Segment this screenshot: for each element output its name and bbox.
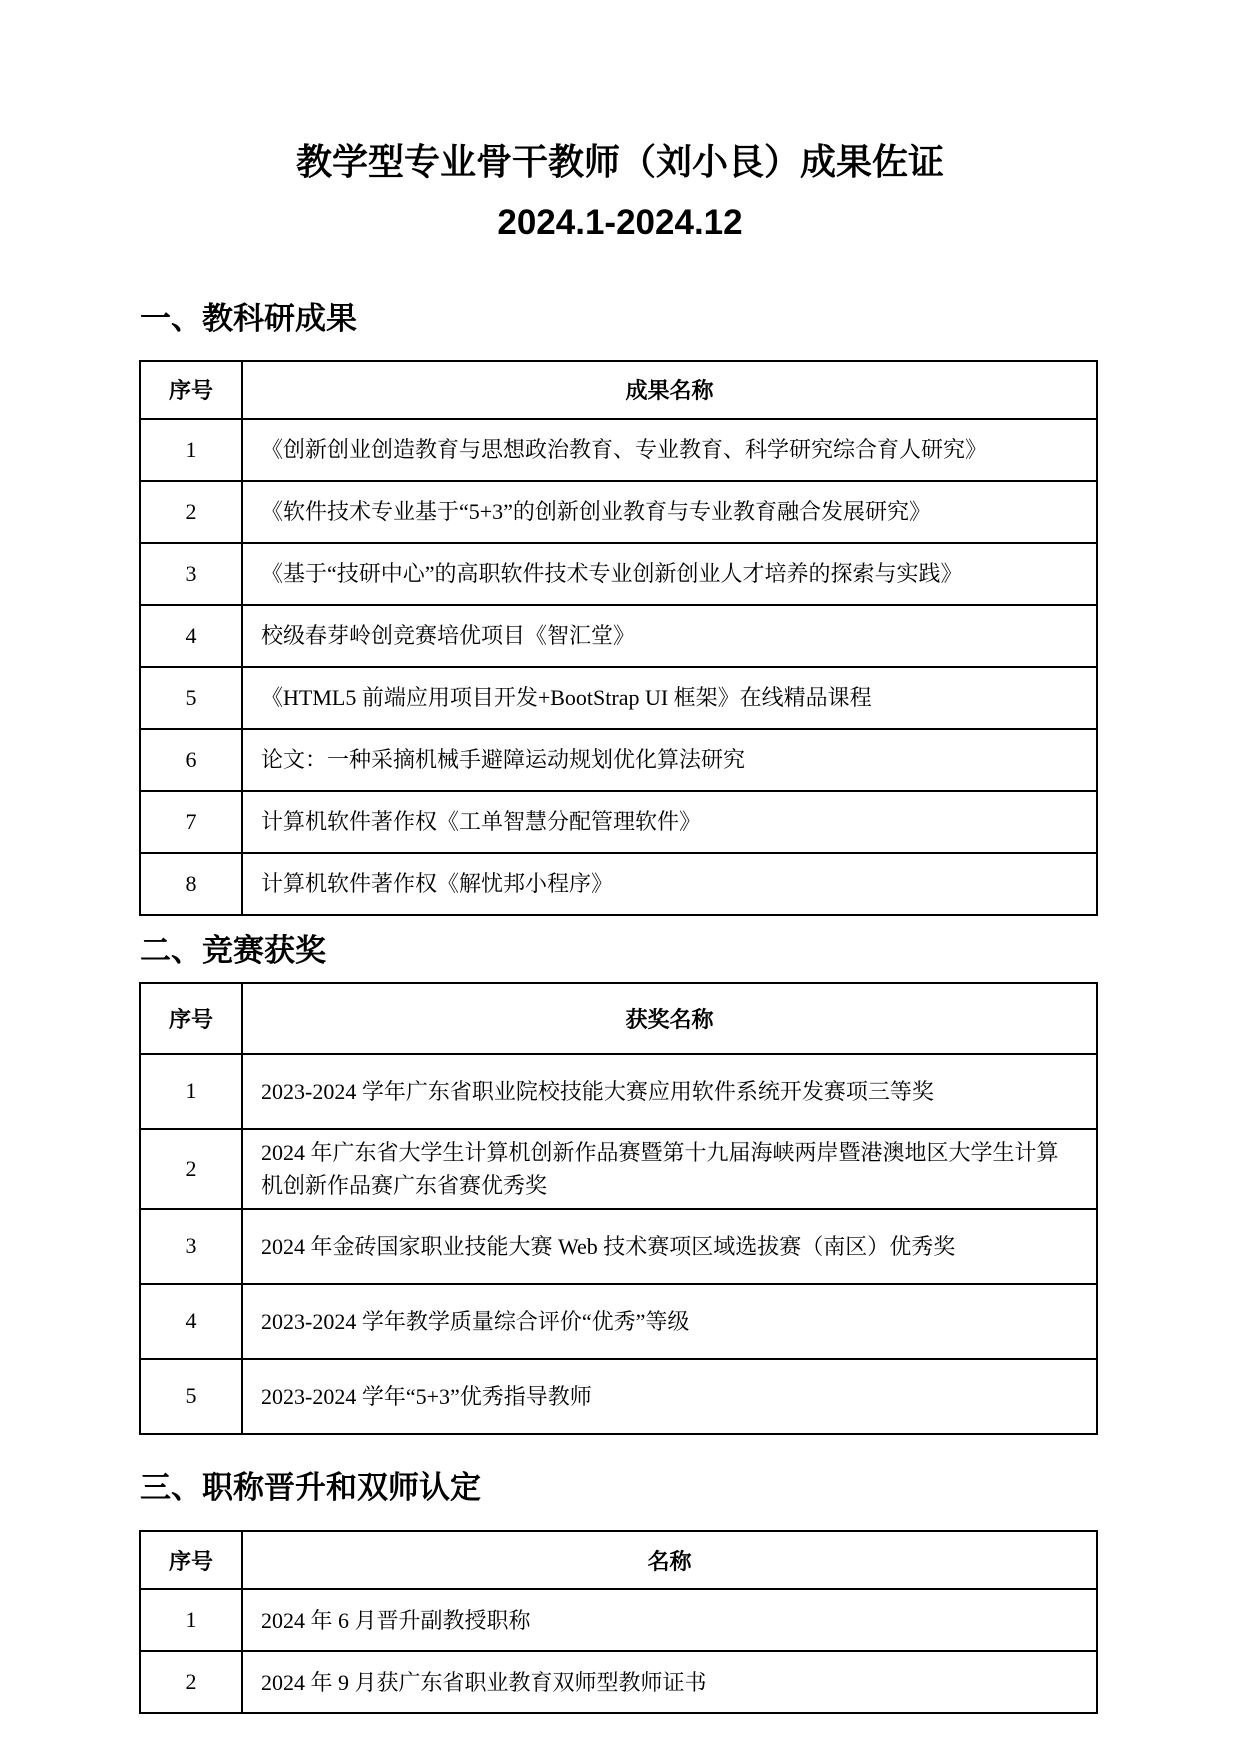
row-name: 2024 年 6 月晋升副教授职称 [242, 1589, 1097, 1651]
table-row [140, 1129, 1097, 1209]
table-row [140, 1651, 1097, 1713]
table-header-row [140, 983, 1097, 1054]
row-number: 5 [140, 1359, 242, 1434]
row-name: 论文：一种采摘机械手避障运动规划优化算法研究 [242, 729, 1097, 791]
awards-table [139, 982, 1098, 1435]
table-row [140, 1284, 1097, 1359]
column-header-name: 名称 [242, 1531, 1097, 1589]
table-row [140, 543, 1097, 605]
row-name: 《创新创业创造教育与思想政治教育、专业教育、科学研究综合育人研究》 [242, 419, 1097, 481]
table-row [140, 419, 1097, 481]
table-row [140, 481, 1097, 543]
section-heading-research: 一、教科研成果 [140, 300, 357, 336]
column-header-no: 序号 [140, 1531, 242, 1589]
column-header-no: 序号 [140, 983, 242, 1054]
section-heading-titles: 三、职称晋升和双师认定 [140, 1469, 481, 1505]
row-name: 2023-2024 学年“5+3”优秀指导教师 [242, 1359, 1097, 1434]
row-number: 2 [140, 1651, 242, 1713]
page-subtitle: 2024.1-2024.12 [497, 202, 743, 242]
row-name: 《HTML5 前端应用项目开发+BootStrap UI 框架》在线精品课程 [242, 667, 1097, 729]
table-row [140, 1209, 1097, 1284]
row-number: 8 [140, 853, 242, 915]
row-number: 2 [140, 1129, 242, 1209]
column-header-no: 序号 [140, 361, 242, 419]
table-row [140, 853, 1097, 915]
row-name: 2024 年广东省大学生计算机创新作品赛暨第十九届海峡两岸暨港澳地区大学生计算机创新作品赛广东省赛优秀奖 [242, 1129, 1097, 1209]
row-name: 计算机软件著作权《工单智慧分配管理软件》 [242, 791, 1097, 853]
row-name: 2023-2024 学年教学质量综合评价“优秀”等级 [242, 1284, 1097, 1359]
row-number: 6 [140, 729, 242, 791]
row-number: 1 [140, 1589, 242, 1651]
row-number: 1 [140, 1054, 242, 1129]
row-name: 计算机软件著作权《解忧邦小程序》 [242, 853, 1097, 915]
row-number: 1 [140, 419, 242, 481]
row-name: 2024 年金砖国家职业技能大赛 Web 技术赛项区域选拔赛（南区）优秀奖 [242, 1209, 1097, 1284]
row-number: 2 [140, 481, 242, 543]
research-table [139, 360, 1098, 916]
row-name: 2023-2024 学年广东省职业院校技能大赛应用软件系统开发赛项三等奖 [242, 1054, 1097, 1129]
table-header-row [140, 1531, 1097, 1589]
row-number: 5 [140, 667, 242, 729]
table-row [140, 1054, 1097, 1129]
column-header-name: 成果名称 [242, 361, 1097, 419]
table-row [140, 791, 1097, 853]
row-name: 《软件技术专业基于“5+3”的创新创业教育与专业教育融合发展研究》 [242, 481, 1097, 543]
table-row [140, 605, 1097, 667]
table-header-row [140, 361, 1097, 419]
row-number: 7 [140, 791, 242, 853]
table-row [140, 1359, 1097, 1434]
row-number: 4 [140, 1284, 242, 1359]
column-header-name: 获奖名称 [242, 983, 1097, 1054]
row-number: 3 [140, 543, 242, 605]
row-name: 校级春芽岭创竞赛培优项目《智汇堂》 [242, 605, 1097, 667]
table-row [140, 667, 1097, 729]
table-row [140, 1589, 1097, 1651]
row-name: 《基于“技研中心”的高职软件技术专业创新创业人才培养的探索与实践》 [242, 543, 1097, 605]
table-row [140, 729, 1097, 791]
row-name: 2024 年 9 月获广东省职业教育双师型教师证书 [242, 1651, 1097, 1713]
row-number: 3 [140, 1209, 242, 1284]
section-heading-awards: 二、竞赛获奖 [140, 932, 326, 968]
row-number: 4 [140, 605, 242, 667]
page-title: 教学型专业骨干教师（刘小艮）成果佐证 [295, 141, 944, 182]
titles-table [139, 1530, 1098, 1714]
